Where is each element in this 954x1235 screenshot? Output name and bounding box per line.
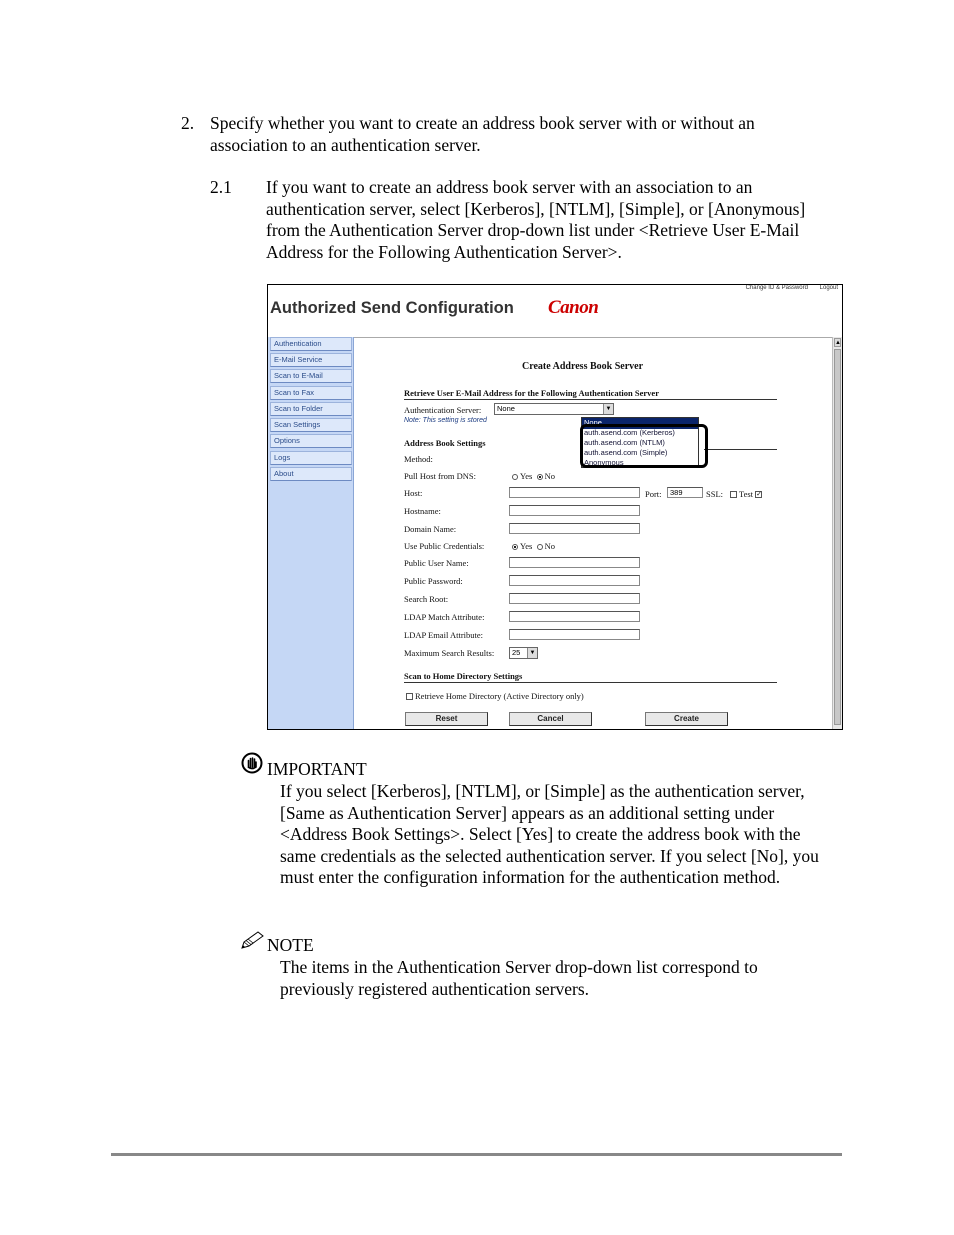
dropdown-option[interactable]: auth.asend.com (Simple): [584, 447, 668, 457]
method-label: Method:: [404, 454, 433, 464]
max-results-value: 25: [512, 648, 521, 657]
sidebar: [268, 337, 354, 730]
ssl-checkbox[interactable]: [730, 491, 737, 498]
chevron-down-icon: ▼: [603, 404, 613, 414]
retrieve-home-row: [406, 691, 584, 701]
public-user-input[interactable]: [509, 557, 640, 568]
radio-no[interactable]: [537, 474, 543, 480]
nav-item-about[interactable]: About: [270, 467, 352, 481]
port-label: Port:: [645, 489, 662, 499]
ldap-email-label: LDAP Email Attribute:: [404, 630, 484, 640]
ssl-label: SSL:: [706, 489, 724, 499]
step-text: Specify whether you want to create an address book server with or without an association to an authentication server.: [210, 113, 755, 155]
radio-no[interactable]: [537, 544, 543, 550]
screenshot-figure: [267, 284, 843, 730]
nav-item-scan-to-folder[interactable]: Scan to Folder: [270, 402, 352, 416]
radio-yes[interactable]: [512, 474, 518, 480]
section-retrieve-title: Retrieve User E-Mail Address for the Following Authentication Server: [404, 388, 659, 398]
hostname-input[interactable]: [509, 505, 640, 516]
page-heading: Create Address Book Server: [522, 361, 644, 372]
section-divider: [404, 399, 777, 400]
auth-server-value: None: [497, 404, 515, 413]
step-number: 2.: [181, 113, 195, 133]
app-header: [268, 285, 842, 337]
nav-item-logs[interactable]: Logs: [270, 451, 352, 465]
pull-host-radios: [512, 471, 555, 481]
scroll-thumb[interactable]: [834, 349, 841, 725]
callout-highlight: [580, 424, 708, 468]
important-text: If you select [Kerberos], [NTLM], or [Simple] as the authentication server, [Same as Authentication Server] appears as an additional setting under <Address Book Settings>. Select [Yes] to create the address book with the same credentials as the selected authentication server. If you select [No], you must enter the configuration information for the authentication method.: [280, 781, 819, 887]
radio-no-label: No: [544, 471, 556, 481]
substep-text: If you want to create an address book server with an association to an authentication server, select [Kerberos], [NTLM], [Simple], or [Anonymous] from the Authentication Server drop-down list under <Retrieve User E-Mail Address for the Following Authentication Server>.: [266, 177, 806, 262]
top-links: [736, 285, 838, 291]
note-heading: NOTE: [267, 935, 314, 955]
ldap-match-label: LDAP Match Attribute:: [404, 612, 485, 622]
radio-yes[interactable]: [512, 544, 518, 550]
pull-host-label: Pull Host from DNS:: [404, 471, 477, 481]
section-address-book-title: Address Book Settings: [404, 438, 486, 448]
retrieve-home-checkbox[interactable]: [406, 693, 413, 700]
public-password-label: Public Password:: [404, 576, 463, 586]
scrollbar[interactable]: [832, 337, 842, 730]
reset-button[interactable]: Reset: [405, 712, 488, 726]
app-title: Authorized Send Configuration: [270, 299, 514, 317]
important-heading: IMPORTANT: [267, 759, 367, 779]
port-input[interactable]: 389: [667, 487, 703, 498]
ldap-match-input[interactable]: [509, 611, 640, 622]
logout-link[interactable]: Logout: [819, 285, 838, 291]
use-public-radios: [512, 541, 555, 551]
scroll-up-icon[interactable]: ▲: [835, 340, 841, 346]
create-button[interactable]: Create: [645, 712, 728, 726]
hand-stop-icon: [241, 752, 263, 779]
max-results-select[interactable]: [509, 647, 538, 659]
nav-item-options[interactable]: Options: [270, 434, 352, 448]
ssl-test-group: [730, 489, 764, 499]
note-text: The items in the Authentication Server drop-down list correspond to previously registered authentication servers.: [280, 957, 758, 999]
dropdown-option[interactable]: auth.asend.com (Kerberos): [584, 427, 675, 437]
test-label: Test: [739, 489, 754, 499]
radio-no-label: No: [544, 541, 556, 551]
radio-yes-label: Yes: [520, 541, 533, 551]
dropdown-option[interactable]: None: [582, 418, 698, 429]
public-user-label: Public User Name:: [404, 558, 469, 568]
canon-logo: Canon: [548, 297, 599, 318]
use-public-label: Use Public Credentials:: [404, 541, 485, 551]
dropdown-option[interactable]: auth.asend.com (NTLM): [584, 437, 665, 447]
host-input[interactable]: [509, 487, 640, 498]
change-id-link[interactable]: Change ID & Password: [745, 285, 808, 291]
section-divider: [704, 449, 777, 450]
public-password-input[interactable]: [509, 575, 640, 586]
nav-item-scan-settings[interactable]: Scan Settings: [270, 418, 352, 432]
main-panel: [354, 337, 834, 730]
search-root-input[interactable]: [509, 593, 640, 604]
nav-item-authentication[interactable]: Authentication: [270, 337, 352, 351]
max-results-label: Maximum Search Results:: [404, 648, 495, 658]
nav-item-scan-to-email[interactable]: Scan to E-Mail: [270, 369, 352, 383]
nav-item-scan-to-fax[interactable]: Scan to Fax: [270, 386, 352, 400]
hostname-label: Hostname:: [404, 506, 441, 516]
cancel-button[interactable]: Cancel: [509, 712, 592, 726]
test-checkbox[interactable]: ✓: [756, 490, 763, 499]
host-label: Host:: [404, 488, 423, 498]
auth-server-label: Authentication Server:: [404, 405, 482, 415]
nav-item-email-service[interactable]: E-Mail Service: [270, 353, 352, 367]
substep-number: 2.1: [210, 177, 232, 197]
ldap-email-input[interactable]: [509, 629, 640, 640]
search-root-label: Search Root:: [404, 594, 449, 604]
note-text: Note: This setting is stored: [404, 417, 487, 424]
section-home-title: Scan to Home Directory Settings: [404, 671, 523, 681]
dropdown-option[interactable]: Anonymous: [584, 457, 624, 467]
radio-yes-label: Yes: [520, 471, 533, 481]
retrieve-home-label: Retrieve Home Directory (Active Directory only): [415, 691, 584, 701]
pencil-icon: [240, 930, 266, 955]
domain-label: Domain Name:: [404, 524, 457, 534]
section-divider: [404, 682, 777, 683]
chevron-down-icon: ▼: [527, 648, 537, 658]
auth-server-select[interactable]: [494, 403, 614, 415]
domain-input[interactable]: [509, 523, 640, 534]
footer-rule: [111, 1153, 842, 1156]
